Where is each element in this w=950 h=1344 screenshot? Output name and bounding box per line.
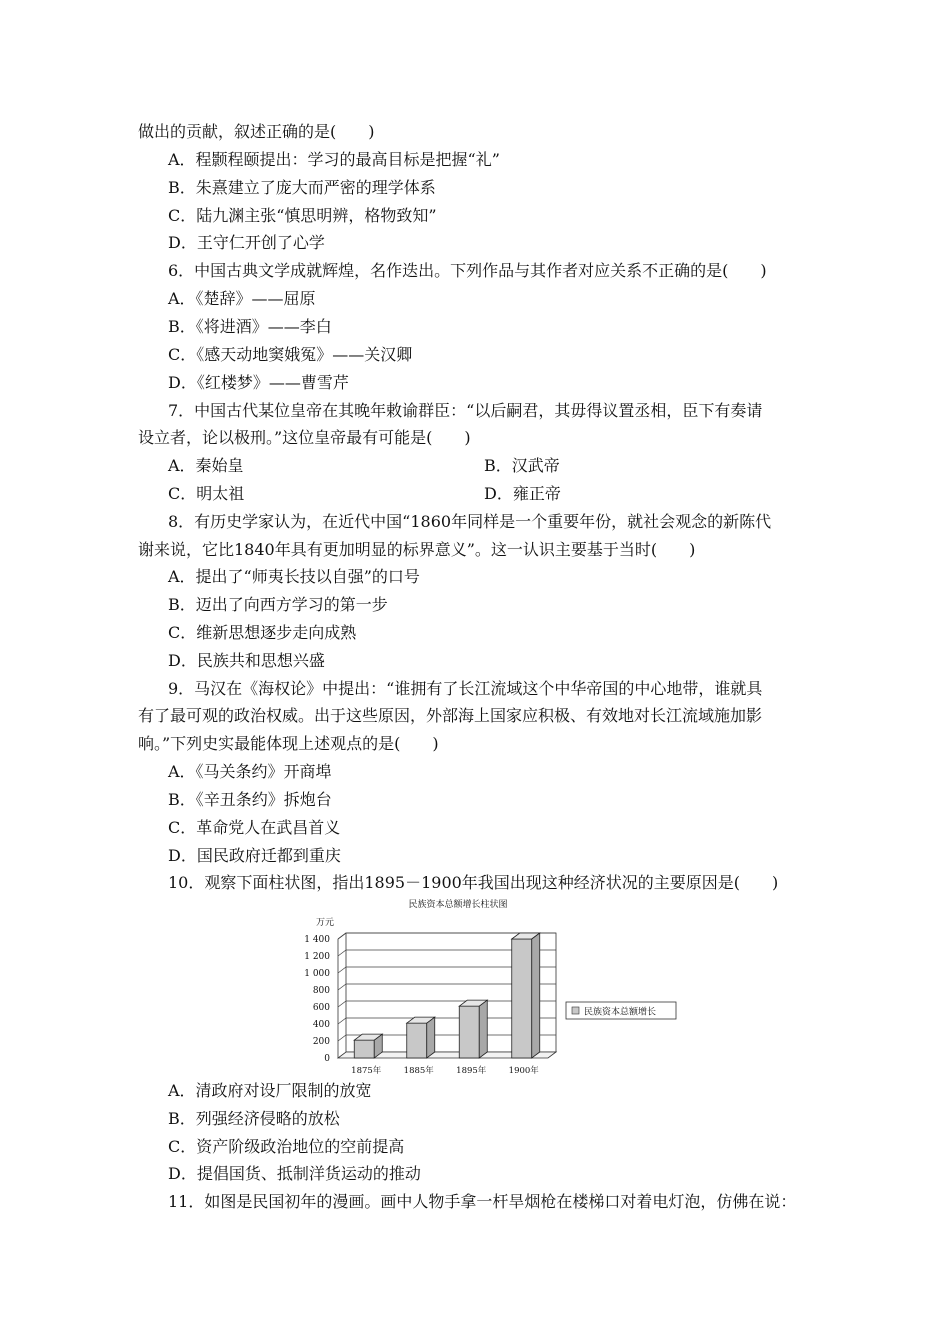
q9-option-c: C．革命党人在武昌首义: [168, 818, 341, 837]
chart-ytick-label: 1 200: [304, 952, 330, 962]
q8-stem: 8．有历史学家认为，在近代中国“1860年同样是一个重要年份，就社会观念的新陈代: [168, 512, 772, 531]
chart-ytick-label: 600: [312, 1003, 330, 1013]
q8-option-b: B．迈出了向西方学习的第一步: [168, 595, 388, 614]
chart-ytick-label: 400: [312, 1020, 330, 1030]
q7-option-a: A．秦始皇: [168, 456, 244, 475]
chart-ytick-label: 1 000: [304, 969, 330, 979]
q7-option-d: D．雍正帝: [484, 484, 561, 503]
q7-option-c: C．明太祖: [168, 484, 245, 503]
q11-stem: 11．如图是民国初年的漫画。画中人物手拿一杆旱烟枪在楼梯口对着电灯泡，仿佛在说：: [168, 1192, 797, 1211]
chart-legend-swatch: [572, 1007, 579, 1014]
chart-ytick-label: 1 400: [304, 935, 330, 945]
q5-option-d: D．王守仁开创了心学: [168, 233, 325, 252]
q7-stem: 7．中国古代某位皇帝在其晚年敕谕群臣：“以后嗣君，其毋得议置丞相，臣下有奏请: [168, 401, 763, 420]
chart-ytick-label: 200: [312, 1037, 330, 1047]
q10-option-a: A．清政府对设厂限制的放宽: [168, 1081, 372, 1100]
q5-option-c: C．陆九渊主张“慎思明辨，格物致知”: [168, 206, 437, 225]
q9-stem-cont2: 响。”下列史实最能体现上述观点的是( ): [138, 734, 439, 753]
chart-xtick-label: 1875年: [351, 1066, 382, 1076]
chart-legend-label: 民族资本总额增长: [584, 1007, 657, 1018]
q8-option-a: A．提出了“师夷长技以自强”的口号: [168, 567, 420, 586]
q9-stem-cont: 有了最可观的政治权威。出于这些原因，外部海上国家应积极、有效地对长江流域施加影: [138, 706, 763, 725]
q9-option-b: B．《辛丑条约》拆炮台: [168, 790, 332, 809]
chart-bar: [407, 1017, 435, 1058]
chart-bar: [354, 1034, 382, 1058]
q9-option-d: D．国民政府迁都到重庆: [168, 846, 341, 865]
q6-option-d: D．《红楼梦》——曹雪芹: [168, 373, 349, 392]
q6-option-b: B．《将进酒》——李白: [168, 317, 332, 336]
q5-stem-tail: 做出的贡献，叙述正确的是( ): [138, 122, 375, 141]
chart-ytick-label: 0: [324, 1054, 330, 1064]
q9-option-a: A．《马关条约》开商埠: [168, 762, 332, 781]
chart-xtick-label: 1900年: [508, 1066, 539, 1076]
chart-xtick-label: 1895年: [456, 1066, 487, 1076]
capital-bar-chart: [296, 893, 686, 1079]
q10-option-d: D．提倡国货、抵制洋货运动的推动: [168, 1164, 421, 1183]
chart-ytick-label: 800: [312, 986, 330, 996]
q10-stem: 10．观察下面柱状图，指出1895－1900年我国出现这种经济状况的主要原因是( ): [168, 873, 779, 892]
chart-bar: [512, 933, 540, 1058]
chart-ylabel: 万元: [316, 918, 335, 928]
chart-xticks: [351, 1065, 539, 1076]
q5-option-b: B．朱熹建立了庞大而严密的理学体系: [168, 178, 436, 197]
q6-option-c: C．《感天动地窦娥冤》——关汉卿: [168, 345, 413, 364]
q6-option-a: A．《楚辞》——屈原: [168, 289, 316, 308]
q10-option-c: C．资产阶级政治地位的空前提高: [168, 1137, 405, 1156]
q8-option-d: D．民族共和思想兴盛: [168, 651, 325, 670]
q8-stem-cont: 谢来说，它比1840年具有更加明显的标界意义”。这一认识主要基于当时( ): [138, 540, 696, 559]
q9-stem: 9．马汉在《海权论》中提出：“谁拥有了长江流域这个中华帝国的中心地带，谁就具: [168, 679, 763, 698]
q6-stem: 6．中国古典文学成就辉煌，名作迭出。下列作品与其作者对应关系不正确的是( ): [168, 261, 767, 280]
q7-stem-cont: 设立者，论以极刑。”这位皇帝最有可能是( ): [138, 428, 471, 447]
q5-option-a: A．程颢程颐提出：学习的最高目标是把握“礼”: [168, 150, 500, 169]
chart-title: 民族资本总额增长柱状图: [408, 900, 508, 910]
q7-option-b: B．汉武帝: [484, 456, 560, 475]
chart-bar: [459, 1000, 487, 1058]
q8-option-c: C．维新思想逐步走向成熟: [168, 623, 357, 642]
q10-option-b: B．列强经济侵略的放松: [168, 1109, 340, 1128]
chart-yticks: [304, 935, 330, 1064]
chart-xtick-label: 1885年: [403, 1066, 434, 1076]
